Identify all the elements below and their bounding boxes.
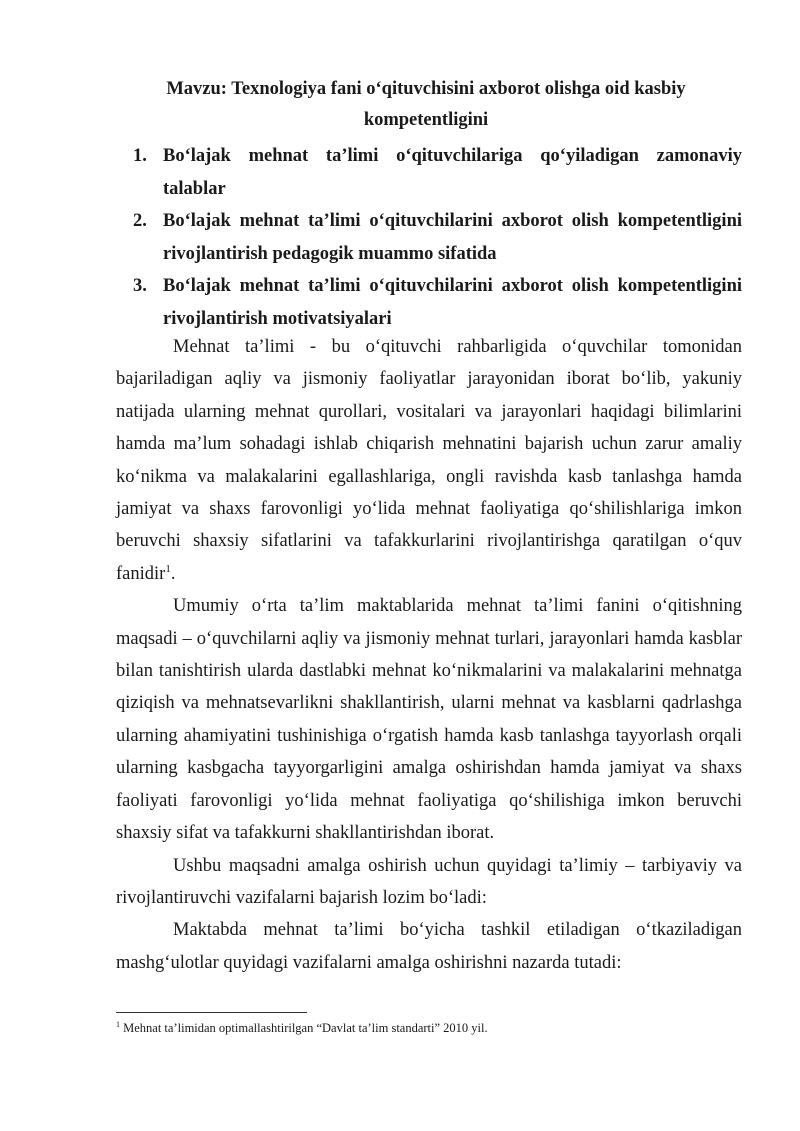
topic-number: 1. — [133, 146, 147, 166]
topic-list — [133, 140, 742, 335]
topic-item — [133, 270, 742, 335]
topic-number: 3. — [133, 276, 147, 296]
title-line-1: Mavzu: Texnologiya fani o‘qituvchisini axborot olishga oid kasbiy — [166, 79, 686, 99]
topic-text: Bo‘lajak mehnat ta’limi o‘qituvchilarini axborot olish kompetentligini rivojlantirish pedagogik muammo sifatida — [163, 211, 742, 264]
topic-text: Bo‘lajak mehnat ta’limi o‘qituvchilarini axborot olish kompetentligini rivojlantirish motivatsiyalari — [163, 276, 742, 329]
body-text — [116, 331, 742, 979]
paragraph-text: Mehnat ta’limi - bu o‘qituvchi rahbarligida o‘quvchilar tomonidan bajariladigan aqliy va jismoniy faoliyatlar jarayonidan iborat bo‘lib, yakuniy natijada ularning mehnat qurollari, vositalari va jarayonlari haqidagi bilimlarini hamda ma’lum sohadagi ishlab chiqarish mehnatini bajarish uchun zarur amaliy ko‘nikma va malakalarini egallashlariga, ongli ravishda kasb tanlashga hamda jamiyat va shaxs farovonligi yo‘lida mehnat faoliyatiga qo‘shilishlariga imkon beruvchi shaxsiy sifatlarini va tafakkurlarini rivojlantirishga qaratilgan o‘quv fanidir — [116, 337, 742, 584]
paragraph: Ushbu maqsadni amalga oshirish uchun quyidagi ta’limiy – tarbiyaviy va rivojlantiruvchi vazifalarni bajarish lozim bo‘ladi: — [116, 855, 742, 908]
title-line-2: kompetentligini — [363, 110, 489, 130]
topic-text: Bo‘lajak mehnat ta’limi o‘qituvchilariga qo‘yiladigan zamonaviy talablar — [163, 146, 742, 199]
document-title — [110, 74, 742, 136]
footnote-separator — [116, 1012, 307, 1013]
topic-item — [133, 205, 742, 270]
footnote-text: Mehnat ta’limidan optimallashtirilgan “Davlat ta’lim standarti” 2010 yil. — [120, 1021, 488, 1035]
paragraph — [116, 331, 742, 590]
topic-number: 2. — [133, 211, 147, 231]
paragraph: Maktabda mehnat ta’limi bo‘yicha tashkil etiladigan o‘tkaziladigan mashg‘ulotlar quyidagi vazifalarni amalga oshirishni nazarda tutadi: — [116, 920, 742, 973]
footnote — [116, 1020, 742, 1036]
paragraph-tail: . — [170, 563, 176, 584]
topic-item — [133, 140, 742, 205]
footnote-marker: 1 — [116, 1019, 120, 1029]
paragraph: Umumiy o‘rta ta’lim maktablarida mehnat ta’limi fanini o‘qitishning maqsadi – o‘quvchilarni aqliy va jismoniy mehnat turlari, jarayonlari hamda kasblar bilan tanishtirish ularda dastlabki mehnat ko‘nikmalarini va malakalarini mehnatga qiziqish va mehnatsevarlikni shakllantirish, ularni mehnat va kasblarni qadrlashga ularning ahamiyatini tushinishiga o‘rgatish hamda kasb tanlashga tayyorlash orqali ularning kasbgacha tayyorgarligini amalga oshirishdan hamda jamiyat va shaxs faoliyati farovonligi yo‘lida mehnat faoliyatiga qo‘shilishiga imkon beruvchi shaxsiy sifat va tafakkurni shakllantirishdan iborat. — [116, 596, 742, 844]
footnote-reference[interactable]: 1 — [165, 562, 171, 575]
